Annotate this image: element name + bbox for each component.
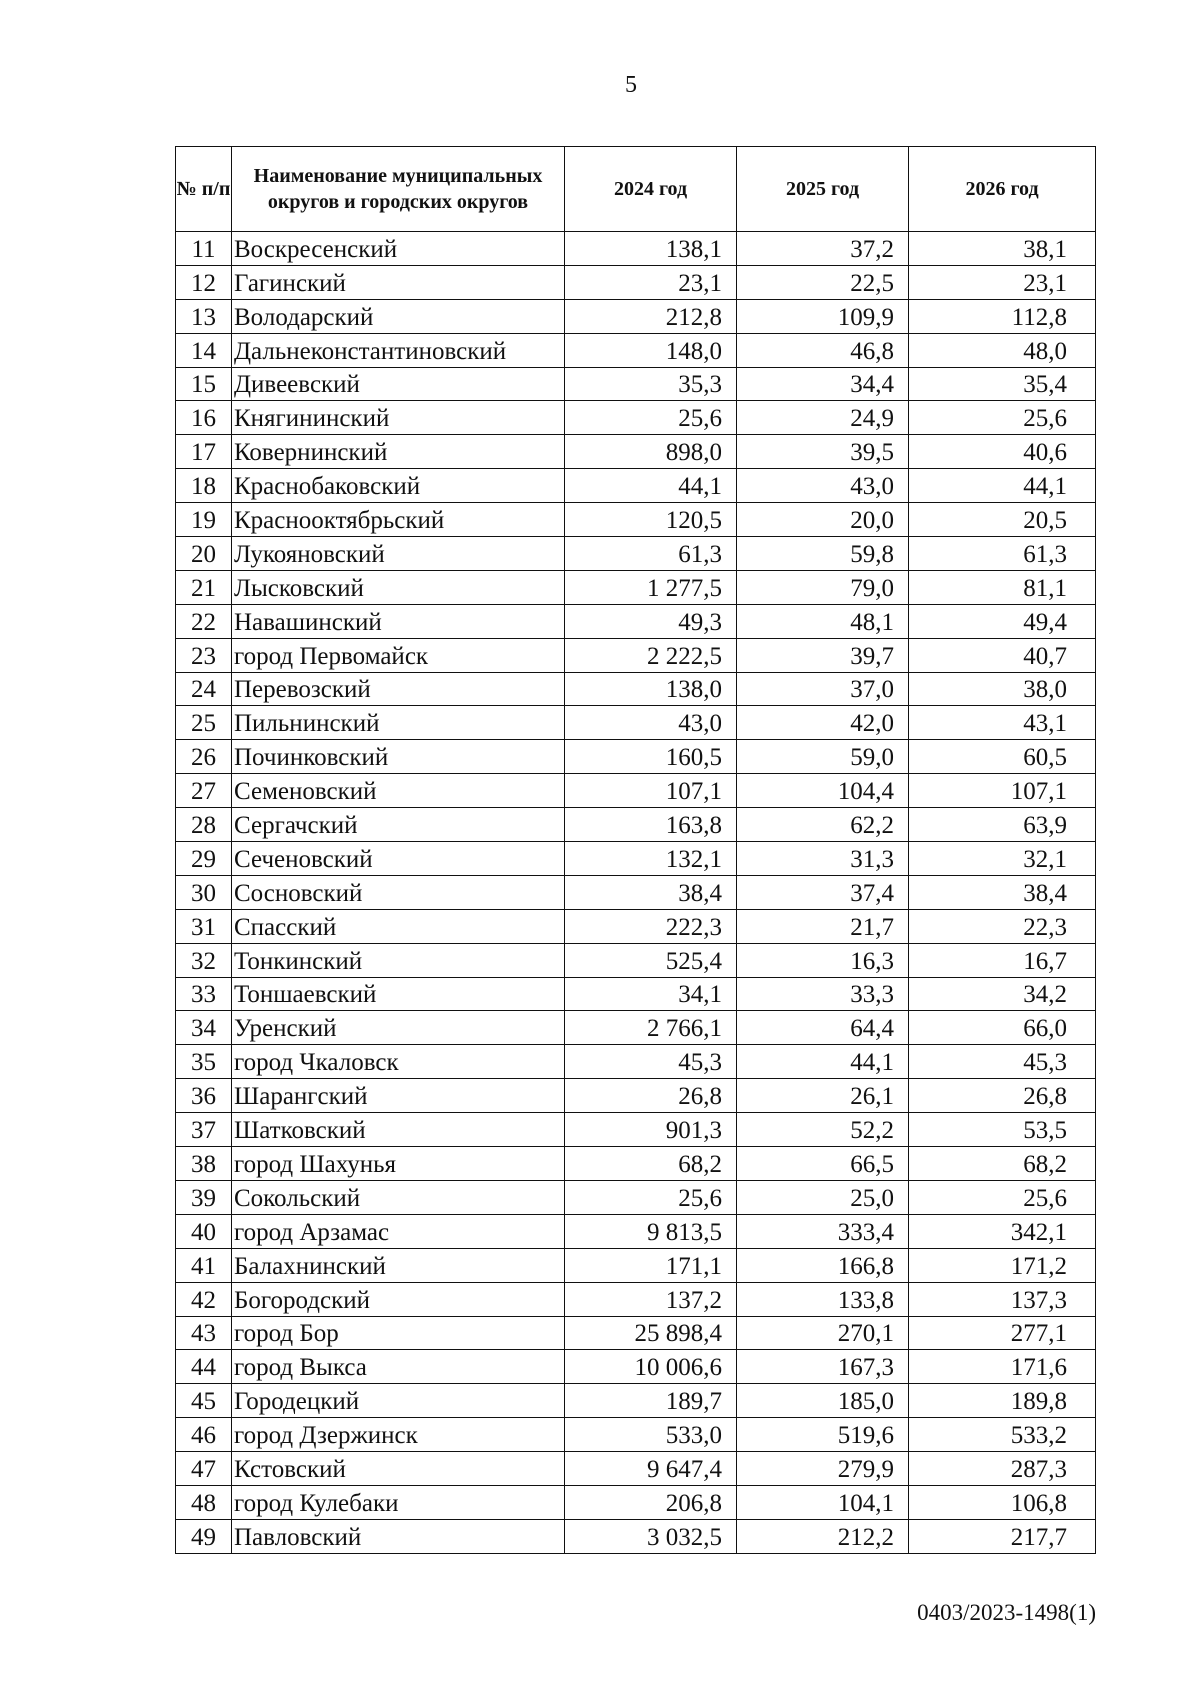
table-row (176, 604, 1096, 638)
row-number: 27 (176, 774, 232, 808)
table-row (176, 943, 1096, 977)
value-2024: 171,1 (565, 1248, 737, 1282)
value-2024: 163,8 (565, 808, 737, 842)
row-number: 35 (176, 1045, 232, 1079)
value-2026: 107,1 (909, 774, 1096, 808)
row-number: 32 (176, 943, 232, 977)
table-row (176, 265, 1096, 299)
district-name: город Первомайск (232, 638, 565, 672)
value-2026: 25,6 (909, 401, 1096, 435)
row-number: 45 (176, 1384, 232, 1418)
district-name: Балахнинский (232, 1248, 565, 1282)
table-row (176, 774, 1096, 808)
value-2024: 34,1 (565, 977, 737, 1011)
value-2026: 171,6 (909, 1350, 1096, 1384)
value-2024: 2 222,5 (565, 638, 737, 672)
value-2025: 24,9 (737, 401, 909, 435)
table-row (176, 299, 1096, 333)
table-header (176, 147, 1096, 232)
table-row (176, 1180, 1096, 1214)
value-2025: 20,0 (737, 503, 909, 537)
value-2024: 9 647,4 (565, 1452, 737, 1486)
value-2026: 20,5 (909, 503, 1096, 537)
value-2024: 206,8 (565, 1485, 737, 1519)
district-name: Лукояновский (232, 537, 565, 571)
table-row (176, 570, 1096, 604)
row-number: 34 (176, 1011, 232, 1045)
table-row (176, 672, 1096, 706)
value-2026: 43,1 (909, 706, 1096, 740)
value-2026: 35,4 (909, 367, 1096, 401)
value-2026: 189,8 (909, 1384, 1096, 1418)
table-row (176, 977, 1096, 1011)
table-row (176, 909, 1096, 943)
row-number: 48 (176, 1485, 232, 1519)
value-2026: 23,1 (909, 265, 1096, 299)
value-2026: 66,0 (909, 1011, 1096, 1045)
value-2024: 222,3 (565, 909, 737, 943)
value-2024: 49,3 (565, 604, 737, 638)
district-name: Княгининский (232, 401, 565, 435)
value-2025: 166,8 (737, 1248, 909, 1282)
table-row (176, 232, 1096, 266)
table-row (176, 1316, 1096, 1350)
row-number: 37 (176, 1113, 232, 1147)
value-2026: 22,3 (909, 909, 1096, 943)
value-2026: 32,1 (909, 842, 1096, 876)
row-number: 29 (176, 842, 232, 876)
row-number: 44 (176, 1350, 232, 1384)
value-2024: 25,6 (565, 401, 737, 435)
header-year-2025: 2025 год (737, 147, 909, 232)
value-2025: 46,8 (737, 333, 909, 367)
value-2025: 22,5 (737, 265, 909, 299)
table-body (176, 232, 1096, 1554)
value-2025: 59,0 (737, 740, 909, 774)
value-2025: 109,9 (737, 299, 909, 333)
value-2024: 43,0 (565, 706, 737, 740)
value-2025: 44,1 (737, 1045, 909, 1079)
table-row (176, 1418, 1096, 1452)
row-number: 17 (176, 435, 232, 469)
table-row (176, 1350, 1096, 1384)
value-2024: 44,1 (565, 469, 737, 503)
table-row (176, 537, 1096, 571)
row-number: 40 (176, 1214, 232, 1248)
table-row (176, 808, 1096, 842)
value-2024: 137,2 (565, 1282, 737, 1316)
value-2025: 42,0 (737, 706, 909, 740)
value-2026: 342,1 (909, 1214, 1096, 1248)
table-row (176, 1485, 1096, 1519)
value-2025: 62,2 (737, 808, 909, 842)
value-2026: 277,1 (909, 1316, 1096, 1350)
district-name: Семеновский (232, 774, 565, 808)
row-number: 20 (176, 537, 232, 571)
district-name: Гагинский (232, 265, 565, 299)
district-name: Починковский (232, 740, 565, 774)
district-name: Володарский (232, 299, 565, 333)
value-2024: 898,0 (565, 435, 737, 469)
value-2024: 35,3 (565, 367, 737, 401)
value-2026: 26,8 (909, 1079, 1096, 1113)
table-row (176, 1079, 1096, 1113)
row-number: 16 (176, 401, 232, 435)
district-name: Спасский (232, 909, 565, 943)
value-2026: 40,6 (909, 435, 1096, 469)
value-2024: 2 766,1 (565, 1011, 737, 1045)
value-2024: 189,7 (565, 1384, 737, 1418)
value-2025: 279,9 (737, 1452, 909, 1486)
table-row (176, 1011, 1096, 1045)
district-name: Сеченовский (232, 842, 565, 876)
value-2024: 68,2 (565, 1147, 737, 1181)
row-number: 47 (176, 1452, 232, 1486)
value-2026: 45,3 (909, 1045, 1096, 1079)
value-2024: 1 277,5 (565, 570, 737, 604)
value-2024: 45,3 (565, 1045, 737, 1079)
value-2024: 26,8 (565, 1079, 737, 1113)
value-2024: 212,8 (565, 299, 737, 333)
table-row (176, 333, 1096, 367)
row-number: 33 (176, 977, 232, 1011)
value-2026: 38,1 (909, 232, 1096, 266)
district-name: Навашинский (232, 604, 565, 638)
district-name: город Арзамас (232, 1214, 565, 1248)
district-name: Дивеевский (232, 367, 565, 401)
row-number: 43 (176, 1316, 232, 1350)
district-name: Воскресенский (232, 232, 565, 266)
district-name: Лысковский (232, 570, 565, 604)
value-2026: 25,6 (909, 1180, 1096, 1214)
value-2026: 68,2 (909, 1147, 1096, 1181)
value-2025: 270,1 (737, 1316, 909, 1350)
value-2026: 40,7 (909, 638, 1096, 672)
value-2025: 212,2 (737, 1519, 909, 1553)
value-2024: 107,1 (565, 774, 737, 808)
district-name: Краснобаковский (232, 469, 565, 503)
value-2024: 38,4 (565, 875, 737, 909)
table-row (176, 1214, 1096, 1248)
district-name: Ковернинский (232, 435, 565, 469)
row-number: 36 (176, 1079, 232, 1113)
row-number: 38 (176, 1147, 232, 1181)
row-number: 39 (176, 1180, 232, 1214)
table-row (176, 1282, 1096, 1316)
value-2026: 16,7 (909, 943, 1096, 977)
value-2026: 217,7 (909, 1519, 1096, 1553)
value-2026: 53,5 (909, 1113, 1096, 1147)
table-row (176, 367, 1096, 401)
district-name: Кстовский (232, 1452, 565, 1486)
district-name: Городецкий (232, 1384, 565, 1418)
district-name: Тонкинский (232, 943, 565, 977)
row-number: 13 (176, 299, 232, 333)
value-2025: 16,3 (737, 943, 909, 977)
table-row (176, 1113, 1096, 1147)
value-2024: 138,1 (565, 232, 737, 266)
row-number: 46 (176, 1418, 232, 1452)
page-number: 5 (625, 72, 637, 98)
row-number: 11 (176, 232, 232, 266)
value-2025: 66,5 (737, 1147, 909, 1181)
row-number: 15 (176, 367, 232, 401)
value-2024: 160,5 (565, 740, 737, 774)
value-2026: 137,3 (909, 1282, 1096, 1316)
header-row (176, 147, 1096, 232)
value-2024: 9 813,5 (565, 1214, 737, 1248)
value-2026: 38,4 (909, 875, 1096, 909)
value-2026: 44,1 (909, 469, 1096, 503)
header-number: № п/п (176, 147, 232, 232)
value-2025: 48,1 (737, 604, 909, 638)
table-row (176, 1248, 1096, 1282)
value-2026: 34,2 (909, 977, 1096, 1011)
district-name: Шарангский (232, 1079, 565, 1113)
value-2025: 37,0 (737, 672, 909, 706)
row-number: 28 (176, 808, 232, 842)
header-name: Наименование муниципальных округов и городских округов (232, 147, 565, 232)
value-2024: 120,5 (565, 503, 737, 537)
value-2024: 148,0 (565, 333, 737, 367)
value-2026: 38,0 (909, 672, 1096, 706)
value-2025: 37,2 (737, 232, 909, 266)
row-number: 12 (176, 265, 232, 299)
value-2026: 60,5 (909, 740, 1096, 774)
value-2025: 39,7 (737, 638, 909, 672)
value-2024: 10 006,6 (565, 1350, 737, 1384)
value-2025: 167,3 (737, 1350, 909, 1384)
document-code: 0403/2023-1498(1) (917, 1600, 1096, 1625)
table-row (176, 638, 1096, 672)
table-row (176, 503, 1096, 537)
value-2024: 61,3 (565, 537, 737, 571)
table-row (176, 1519, 1096, 1553)
table-row (176, 740, 1096, 774)
value-2024: 525,4 (565, 943, 737, 977)
value-2025: 104,1 (737, 1485, 909, 1519)
row-number: 18 (176, 469, 232, 503)
value-2025: 26,1 (737, 1079, 909, 1113)
district-name: Уренский (232, 1011, 565, 1045)
row-number: 30 (176, 875, 232, 909)
row-number: 22 (176, 604, 232, 638)
row-number: 42 (176, 1282, 232, 1316)
district-name: Сосновский (232, 875, 565, 909)
row-number: 14 (176, 333, 232, 367)
value-2025: 104,4 (737, 774, 909, 808)
district-name: Пильнинский (232, 706, 565, 740)
row-number: 23 (176, 638, 232, 672)
value-2025: 79,0 (737, 570, 909, 604)
table-row (176, 435, 1096, 469)
district-name: Дальнеконстантиновский (232, 333, 565, 367)
value-2025: 133,8 (737, 1282, 909, 1316)
table-row (176, 706, 1096, 740)
row-number: 24 (176, 672, 232, 706)
value-2025: 185,0 (737, 1384, 909, 1418)
value-2026: 287,3 (909, 1452, 1096, 1486)
district-name: Краснооктябрьский (232, 503, 565, 537)
value-2024: 138,0 (565, 672, 737, 706)
value-2024: 25,6 (565, 1180, 737, 1214)
district-name: город Бор (232, 1316, 565, 1350)
value-2025: 43,0 (737, 469, 909, 503)
district-name: Шатковский (232, 1113, 565, 1147)
value-2026: 61,3 (909, 537, 1096, 571)
table-row (176, 401, 1096, 435)
row-number: 25 (176, 706, 232, 740)
table-row (176, 469, 1096, 503)
row-number: 21 (176, 570, 232, 604)
row-number: 49 (176, 1519, 232, 1553)
value-2026: 171,2 (909, 1248, 1096, 1282)
value-2026: 81,1 (909, 570, 1096, 604)
district-name: Тоншаевский (232, 977, 565, 1011)
table-row (176, 1147, 1096, 1181)
value-2026: 106,8 (909, 1485, 1096, 1519)
row-number: 19 (176, 503, 232, 537)
value-2026: 49,4 (909, 604, 1096, 638)
district-name: город Выкса (232, 1350, 565, 1384)
district-name: город Чкаловск (232, 1045, 565, 1079)
value-2025: 52,2 (737, 1113, 909, 1147)
header-year-2024: 2024 год (565, 147, 737, 232)
municipal-districts-table (175, 146, 1096, 1554)
district-name: город Дзержинск (232, 1418, 565, 1452)
value-2025: 333,4 (737, 1214, 909, 1248)
value-2025: 59,8 (737, 537, 909, 571)
row-number: 31 (176, 909, 232, 943)
value-2025: 31,3 (737, 842, 909, 876)
district-name: город Шахунья (232, 1147, 565, 1181)
value-2024: 901,3 (565, 1113, 737, 1147)
table-row (176, 1045, 1096, 1079)
district-name: Сергачский (232, 808, 565, 842)
district-name: Перевозский (232, 672, 565, 706)
row-number: 41 (176, 1248, 232, 1282)
value-2025: 34,4 (737, 367, 909, 401)
header-year-2026: 2026 год (909, 147, 1096, 232)
value-2025: 37,4 (737, 875, 909, 909)
value-2025: 519,6 (737, 1418, 909, 1452)
value-2026: 533,2 (909, 1418, 1096, 1452)
value-2025: 64,4 (737, 1011, 909, 1045)
value-2025: 33,3 (737, 977, 909, 1011)
district-name: Павловский (232, 1519, 565, 1553)
table-row (176, 842, 1096, 876)
district-name: Сокольский (232, 1180, 565, 1214)
row-number: 26 (176, 740, 232, 774)
table-row (176, 1384, 1096, 1418)
value-2025: 21,7 (737, 909, 909, 943)
district-name: Богородский (232, 1282, 565, 1316)
value-2025: 25,0 (737, 1180, 909, 1214)
value-2025: 39,5 (737, 435, 909, 469)
value-2024: 23,1 (565, 265, 737, 299)
value-2026: 48,0 (909, 333, 1096, 367)
table-row (176, 875, 1096, 909)
value-2024: 132,1 (565, 842, 737, 876)
value-2024: 3 032,5 (565, 1519, 737, 1553)
value-2024: 533,0 (565, 1418, 737, 1452)
table-row (176, 1452, 1096, 1486)
value-2024: 25 898,4 (565, 1316, 737, 1350)
value-2026: 112,8 (909, 299, 1096, 333)
district-name: город Кулебаки (232, 1485, 565, 1519)
value-2026: 63,9 (909, 808, 1096, 842)
